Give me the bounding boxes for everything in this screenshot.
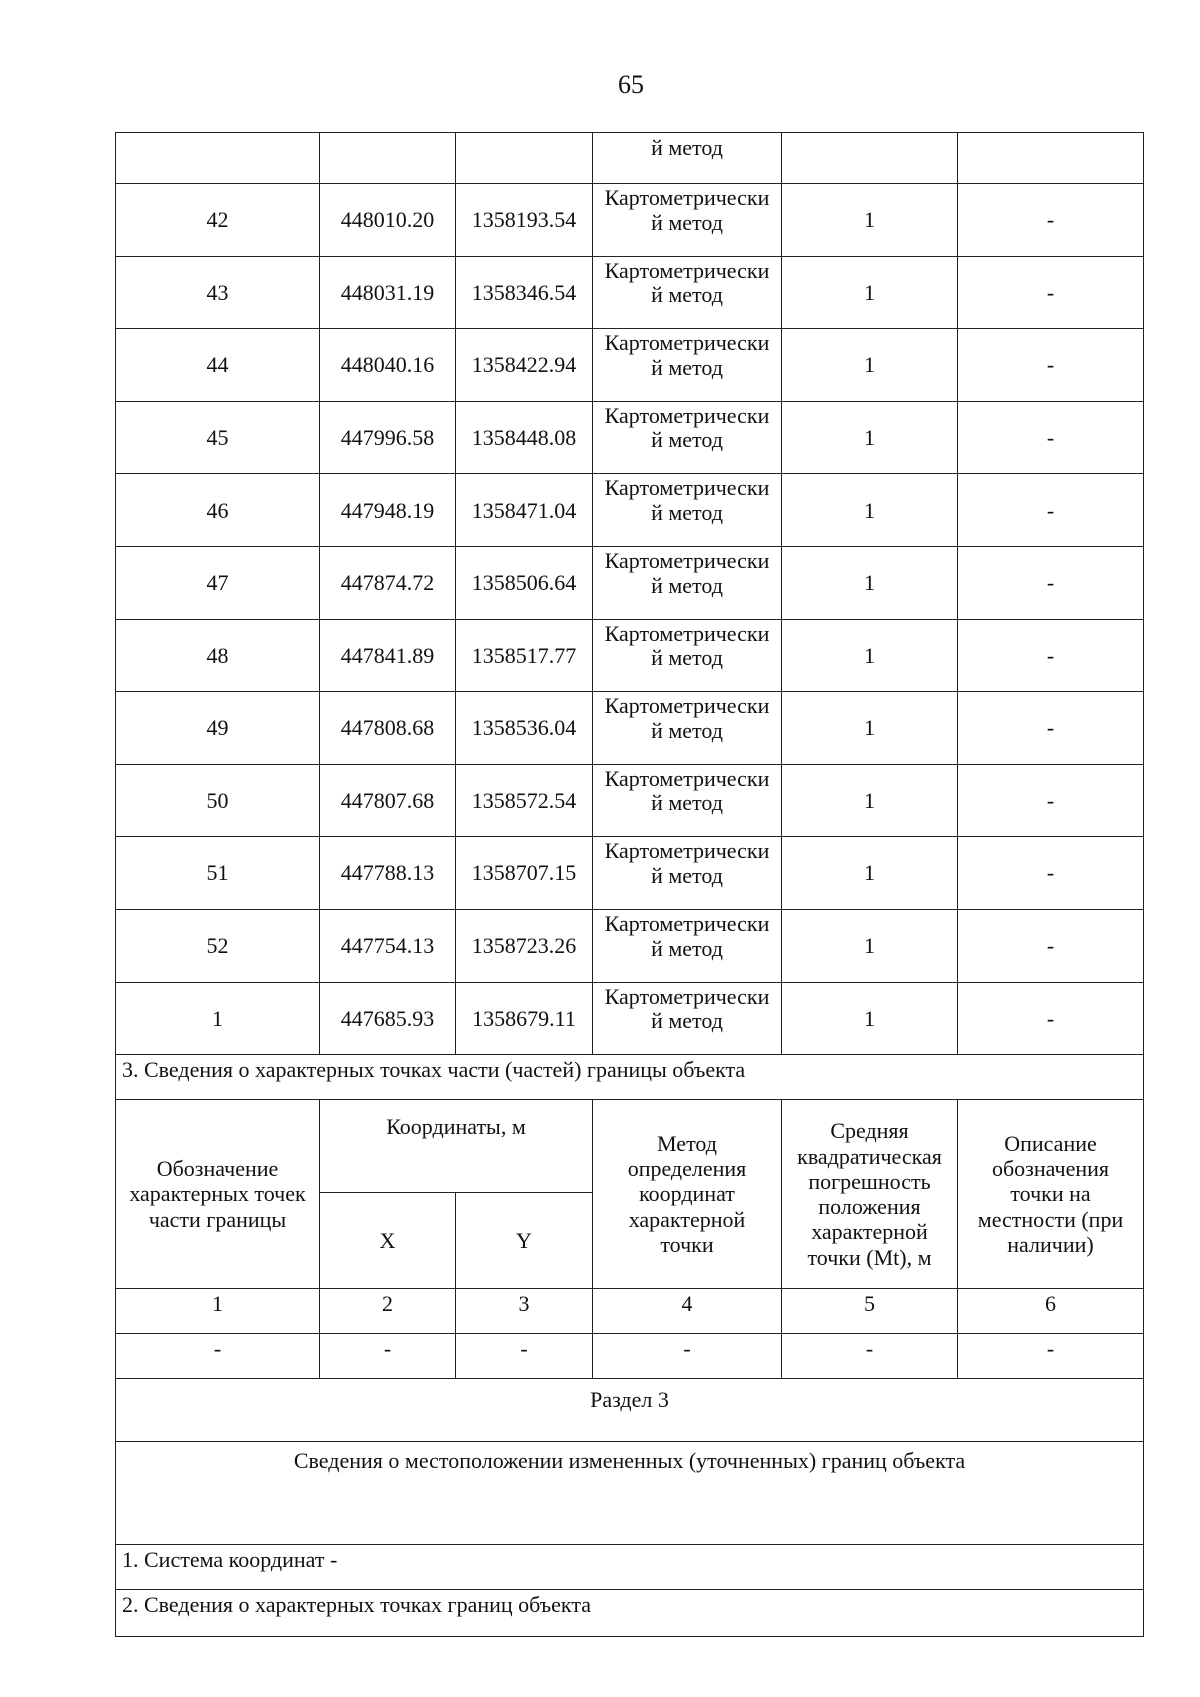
column-number: 5 bbox=[782, 1289, 958, 1334]
table-row bbox=[116, 401, 1144, 474]
method-line: Картометрически bbox=[604, 838, 770, 864]
point-x: 447808.68 bbox=[320, 692, 456, 765]
point-mt: 1 bbox=[782, 401, 958, 474]
header-line: определения bbox=[627, 1156, 747, 1182]
point-y: 1358536.04 bbox=[456, 692, 593, 765]
header-line: части границы bbox=[148, 1206, 287, 1232]
page-number: 65 bbox=[618, 70, 644, 99]
header-line: Метод bbox=[657, 1130, 717, 1156]
column-number: 3 bbox=[456, 1289, 593, 1334]
point-id: 48 bbox=[116, 619, 320, 692]
point-mt: 1 bbox=[782, 546, 958, 619]
point-method bbox=[593, 256, 782, 329]
point-x: 448031.19 bbox=[320, 256, 456, 329]
header-line: координат bbox=[639, 1181, 735, 1207]
point-method bbox=[593, 692, 782, 765]
point-desc: - bbox=[958, 546, 1144, 619]
header-line: характерной bbox=[628, 1206, 746, 1232]
empty-cell: - bbox=[593, 1334, 782, 1379]
point-x: 447874.72 bbox=[320, 546, 456, 619]
point-mt: 1 bbox=[782, 692, 958, 765]
table-row bbox=[116, 837, 1144, 910]
table-row bbox=[116, 764, 1144, 837]
point-y: 1358679.11 bbox=[456, 982, 593, 1055]
empty-cell: - bbox=[320, 1334, 456, 1379]
method-line: й метод bbox=[651, 427, 723, 453]
boundary-points-title: 2. Сведения о характерных точках границ объекта bbox=[116, 1590, 1144, 1637]
header-y: Y bbox=[456, 1193, 593, 1289]
point-desc: - bbox=[958, 837, 1144, 910]
table-row bbox=[116, 546, 1144, 619]
point-mt: 1 bbox=[782, 837, 958, 910]
point-desc: - bbox=[958, 982, 1144, 1055]
point-y: 1358707.15 bbox=[456, 837, 593, 910]
point-x: 447788.13 bbox=[320, 837, 456, 910]
method-cell: й метод bbox=[593, 133, 782, 184]
point-x: 447948.19 bbox=[320, 474, 456, 547]
table-row bbox=[116, 474, 1144, 547]
point-id: 52 bbox=[116, 909, 320, 982]
continuation-row bbox=[116, 133, 1144, 184]
point-y: 1358346.54 bbox=[456, 256, 593, 329]
table-row bbox=[116, 909, 1144, 982]
method-line: Картометрически bbox=[604, 475, 770, 501]
header-line: точки bbox=[660, 1232, 714, 1258]
header-line: обозначения bbox=[991, 1156, 1110, 1182]
point-desc: - bbox=[958, 184, 1144, 257]
method-line: й метод bbox=[651, 282, 723, 308]
point-method bbox=[593, 619, 782, 692]
point-method bbox=[593, 837, 782, 910]
point-mt: 1 bbox=[782, 184, 958, 257]
point-y: 1358422.94 bbox=[456, 329, 593, 402]
method-line: й метод bbox=[651, 862, 723, 888]
razdel-title: Раздел 3 bbox=[116, 1379, 1144, 1442]
column-number: 1 bbox=[116, 1289, 320, 1334]
point-y: 1358506.64 bbox=[456, 546, 593, 619]
point-mt: 1 bbox=[782, 764, 958, 837]
point-x: 447841.89 bbox=[320, 619, 456, 692]
method-line: й метод bbox=[651, 500, 723, 525]
point-mt: 1 bbox=[782, 329, 958, 402]
point-y: 1358517.77 bbox=[456, 619, 593, 692]
point-y: 1358723.26 bbox=[456, 909, 593, 982]
table-row bbox=[116, 692, 1144, 765]
point-y: 1358193.54 bbox=[456, 184, 593, 257]
razdel-title-row bbox=[116, 1379, 1144, 1442]
method-line: й метод bbox=[651, 1008, 723, 1034]
method-line: й метод bbox=[651, 790, 723, 816]
header-line: характерных точек bbox=[129, 1181, 306, 1207]
section-3-title: 3. Сведения о характерных точках части (частей) границы объекта bbox=[116, 1055, 1144, 1100]
point-id: 42 bbox=[116, 184, 320, 257]
header-line: точки на bbox=[1010, 1181, 1091, 1207]
header-coordinates: Координаты, м bbox=[320, 1100, 593, 1193]
method-line: Картометрически bbox=[604, 693, 770, 719]
header-mt bbox=[782, 1100, 958, 1289]
point-id: 49 bbox=[116, 692, 320, 765]
method-line: й метод bbox=[651, 209, 723, 235]
point-desc: - bbox=[958, 764, 1144, 837]
point-method bbox=[593, 909, 782, 982]
table-row bbox=[116, 619, 1144, 692]
header-line: точки (Mt), м bbox=[807, 1244, 932, 1270]
empty-row bbox=[116, 1334, 1144, 1379]
point-desc: - bbox=[958, 256, 1144, 329]
column-numbers-row bbox=[116, 1289, 1144, 1334]
point-x: 447685.93 bbox=[320, 982, 456, 1055]
method-line: Картометрически bbox=[604, 983, 770, 1009]
point-method bbox=[593, 982, 782, 1055]
header-line: положения bbox=[818, 1194, 921, 1220]
method-line: й метод bbox=[651, 354, 723, 380]
point-method bbox=[593, 184, 782, 257]
method-line: й метод bbox=[651, 572, 723, 598]
empty-cell: - bbox=[116, 1334, 320, 1379]
coordinates-table bbox=[115, 132, 1144, 1637]
header-designation bbox=[116, 1100, 320, 1289]
method-line: Картометрически bbox=[604, 257, 770, 283]
razdel-subtitle: Сведения о местоположении измененных (уточненных) границ объекта bbox=[116, 1442, 1144, 1545]
header-line: Обозначение bbox=[156, 1156, 279, 1182]
header-row-1 bbox=[116, 1100, 1144, 1193]
point-id: 43 bbox=[116, 256, 320, 329]
point-x: 448040.16 bbox=[320, 329, 456, 402]
method-line: й метод bbox=[651, 935, 723, 961]
point-y: 1358471.04 bbox=[456, 474, 593, 547]
point-id: 44 bbox=[116, 329, 320, 402]
point-desc: - bbox=[958, 329, 1144, 402]
point-method bbox=[593, 546, 782, 619]
method-line: й метод bbox=[651, 645, 723, 671]
point-x: 447754.13 bbox=[320, 909, 456, 982]
point-x: 447996.58 bbox=[320, 401, 456, 474]
method-line: Картометрически bbox=[604, 330, 770, 356]
point-id: 50 bbox=[116, 764, 320, 837]
point-mt: 1 bbox=[782, 256, 958, 329]
header-line: Средняя bbox=[830, 1118, 909, 1144]
point-mt: 1 bbox=[782, 982, 958, 1055]
coord-system-row bbox=[116, 1545, 1144, 1590]
header-line: местности (при bbox=[977, 1206, 1124, 1232]
method-line: й метод bbox=[651, 717, 723, 743]
empty-cell: - bbox=[782, 1334, 958, 1379]
header-method bbox=[593, 1100, 782, 1289]
header-line: наличии) bbox=[1007, 1232, 1094, 1258]
header-line: характерной bbox=[811, 1219, 928, 1245]
point-id: 1 bbox=[116, 982, 320, 1055]
method-line: Картометрически bbox=[604, 910, 770, 936]
table-row bbox=[116, 256, 1144, 329]
point-x: 448010.20 bbox=[320, 184, 456, 257]
coord-system: 1. Система координат - bbox=[116, 1545, 1144, 1590]
header-line: квадратическая bbox=[797, 1143, 942, 1169]
point-method bbox=[593, 401, 782, 474]
point-id: 46 bbox=[116, 474, 320, 547]
method-line: Картометрически bbox=[604, 765, 770, 791]
method-line: Картометрически bbox=[604, 620, 770, 646]
header-line: Описание bbox=[1004, 1130, 1097, 1156]
point-desc: - bbox=[958, 692, 1144, 765]
point-desc: - bbox=[958, 909, 1144, 982]
point-mt: 1 bbox=[782, 474, 958, 547]
empty-cell: - bbox=[958, 1334, 1144, 1379]
razdel-subtitle-row bbox=[116, 1442, 1144, 1545]
point-desc: - bbox=[958, 474, 1144, 547]
column-number: 2 bbox=[320, 1289, 456, 1334]
point-y: 1358448.08 bbox=[456, 401, 593, 474]
point-id: 47 bbox=[116, 546, 320, 619]
method-line: Картометрически bbox=[604, 402, 770, 428]
boundary-points-row bbox=[116, 1590, 1144, 1637]
header-desc bbox=[958, 1100, 1144, 1289]
table-row bbox=[116, 329, 1144, 402]
point-id: 45 bbox=[116, 401, 320, 474]
point-method bbox=[593, 329, 782, 402]
method-line: Картометрически bbox=[604, 547, 770, 573]
table-row bbox=[116, 982, 1144, 1055]
header-x: X bbox=[320, 1193, 456, 1289]
column-number: 4 bbox=[593, 1289, 782, 1334]
point-y: 1358572.54 bbox=[456, 764, 593, 837]
point-desc: - bbox=[958, 401, 1144, 474]
point-method bbox=[593, 474, 782, 547]
point-x: 447807.68 bbox=[320, 764, 456, 837]
table-row bbox=[116, 184, 1144, 257]
point-method bbox=[593, 764, 782, 837]
header-line: погрешность bbox=[808, 1168, 931, 1194]
point-mt: 1 bbox=[782, 619, 958, 692]
section-3-title-row bbox=[116, 1055, 1144, 1100]
point-id: 51 bbox=[116, 837, 320, 910]
empty-cell: - bbox=[456, 1334, 593, 1379]
column-number: 6 bbox=[958, 1289, 1144, 1334]
method-line: Картометрически bbox=[604, 185, 770, 210]
point-desc: - bbox=[958, 619, 1144, 692]
point-mt: 1 bbox=[782, 909, 958, 982]
